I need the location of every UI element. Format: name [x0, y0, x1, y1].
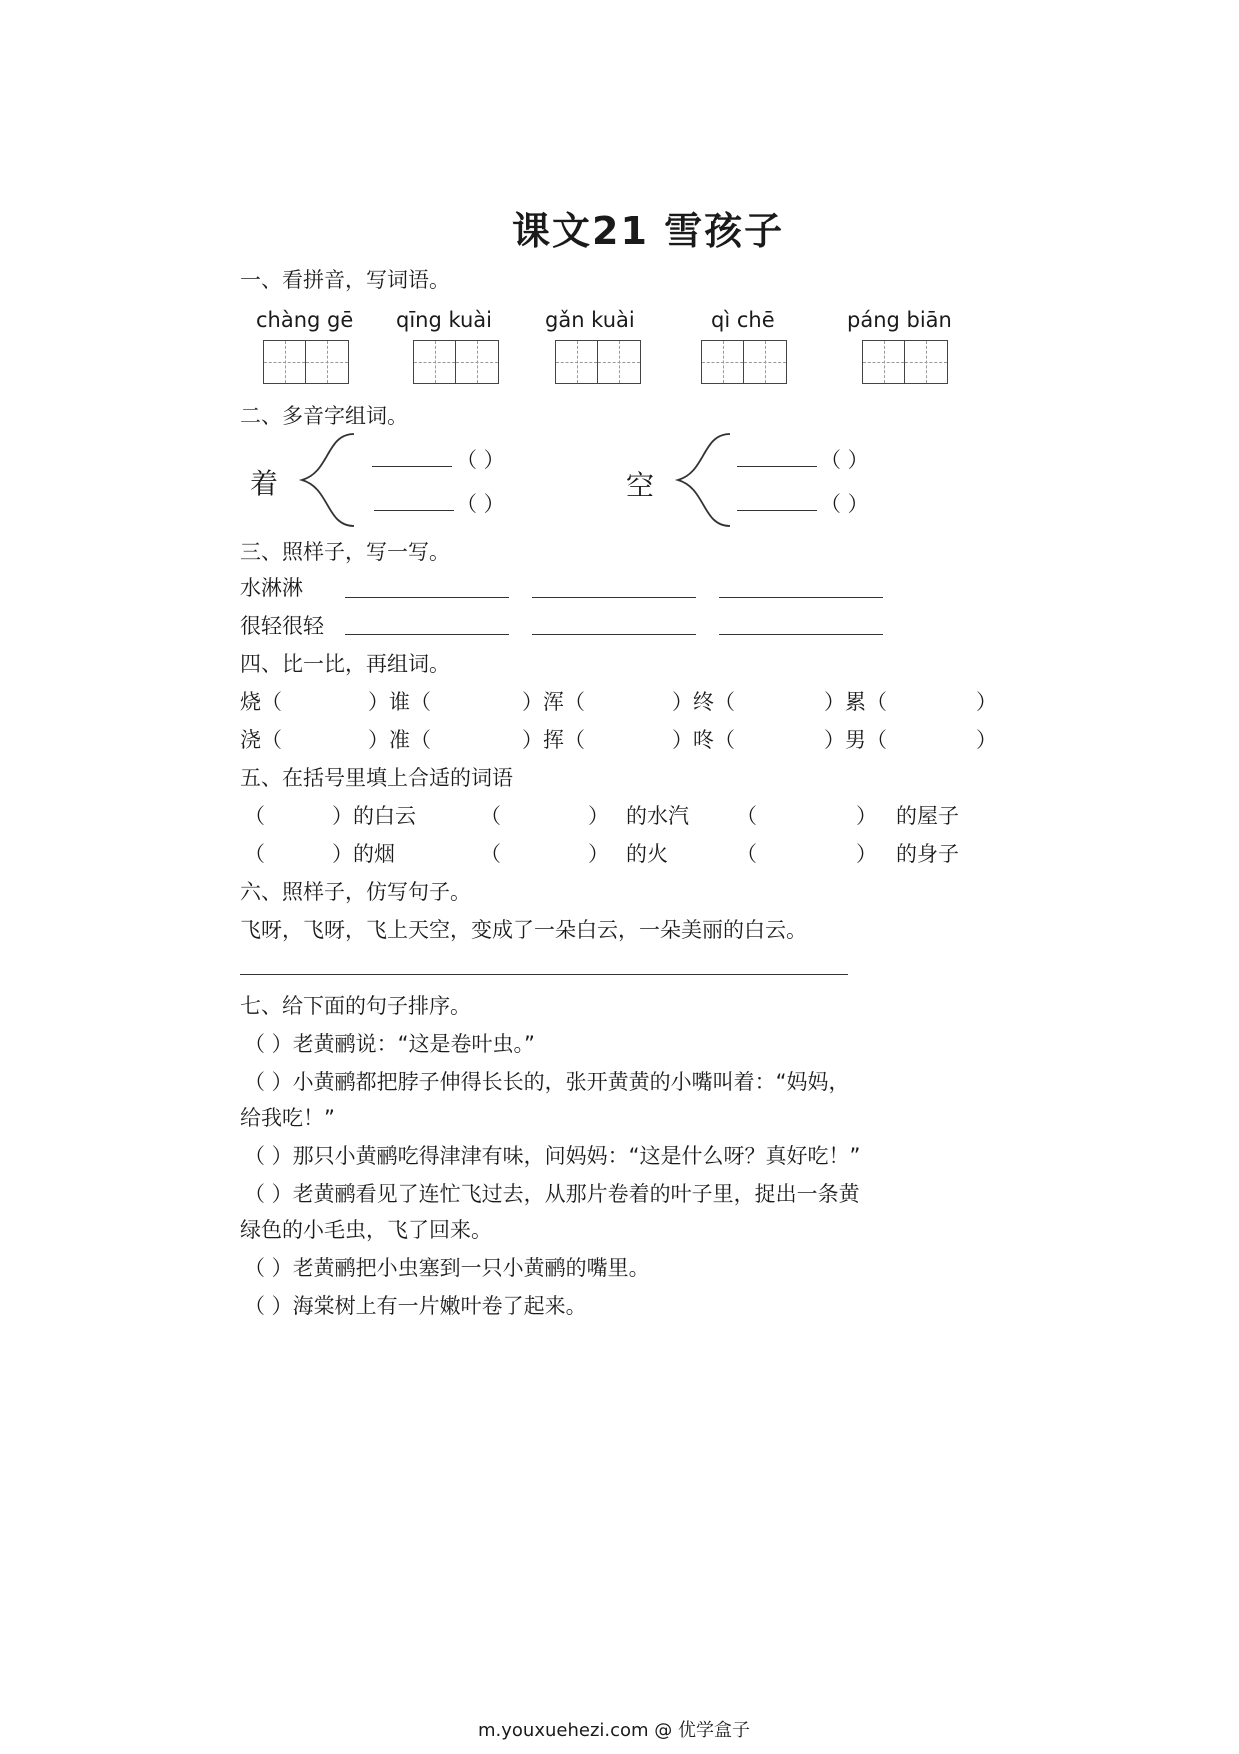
polyphone-blank-2a[interactable] — [737, 466, 817, 467]
fill-item: ） — [588, 842, 609, 866]
grid-cell[interactable] — [744, 341, 786, 383]
section-7-heading: 七、给下面的句子排序。 — [240, 994, 471, 1018]
section-2-heading: 二、多音字组词。 — [240, 404, 408, 428]
order-sentence: （ ）小黄鹂都把脖子伸得长长的，张开黄黄的小嘴叫着：“妈妈， — [244, 1070, 850, 1094]
writing-grid-3[interactable] — [555, 340, 641, 384]
section-4-heading: 四、比一比，再组词。 — [240, 652, 450, 676]
page-title: 课文21 雪孩子 — [512, 209, 785, 253]
compare-item: ）浑（ — [522, 690, 585, 714]
grid-cell[interactable] — [556, 341, 598, 383]
fill-item: （ — [480, 804, 501, 828]
grid-cell[interactable] — [863, 341, 905, 383]
polyphone-paren-2b[interactable]: （ ） — [820, 492, 869, 516]
polyphone-paren-1b[interactable]: （ ） — [456, 492, 505, 516]
pattern-blank[interactable] — [345, 634, 509, 635]
fill-item: 的屋子 — [896, 804, 959, 828]
fill-item: ）的烟 — [332, 842, 395, 866]
imitate-example: 飞呀，飞呀，飞上天空，变成了一朵白云，一朵美丽的白云。 — [240, 918, 807, 942]
pinyin-4: qì chē — [711, 308, 775, 332]
polyphone-blank-2b[interactable] — [737, 510, 817, 511]
section-3-heading: 三、照样子，写一写。 — [240, 540, 450, 564]
imitate-answer-line[interactable] — [240, 974, 848, 975]
fill-item: ） — [856, 842, 877, 866]
order-sentence: （ ）那只小黄鹂吃得津津有味，问妈妈：“这是什么呀？真好吃！” — [244, 1144, 861, 1168]
pattern-blank[interactable] — [532, 634, 696, 635]
grid-cell[interactable] — [905, 341, 947, 383]
grid-cell[interactable] — [306, 341, 348, 383]
fill-item: （ — [480, 842, 501, 866]
pattern-example-1: 水淋淋 — [240, 576, 303, 600]
order-sentence: （ ）老黄鹂看见了连忙飞过去，从那片卷着的叶子里，捉出一条黄 — [244, 1182, 860, 1206]
grid-cell[interactable] — [598, 341, 640, 383]
compare-item: 浇（ — [240, 728, 282, 752]
compare-item: 烧（ — [240, 690, 282, 714]
grid-cell[interactable] — [702, 341, 744, 383]
polyphone-paren-1a[interactable]: （ ） — [456, 448, 505, 472]
pinyin-2: qīng kuài — [396, 308, 493, 332]
compare-item: ）累（ — [824, 690, 887, 714]
polyphone-char-2: 空 — [626, 469, 655, 502]
pattern-blank[interactable] — [719, 634, 883, 635]
pinyin-3: gǎn kuài — [545, 308, 635, 332]
order-sentence: （ ）老黄鹂说：“这是卷叶虫。” — [244, 1032, 535, 1056]
compare-item: ）咚（ — [672, 728, 735, 752]
grid-cell[interactable] — [264, 341, 306, 383]
grid-cell[interactable] — [414, 341, 456, 383]
order-sentence-cont: 给我吃！” — [240, 1106, 335, 1130]
compare-item: ）挥（ — [522, 728, 585, 752]
pattern-example-2: 很轻很轻 — [240, 614, 324, 638]
fill-item: ）的白云 — [332, 804, 416, 828]
polyphone-blank-1b[interactable] — [374, 510, 454, 511]
compare-item: ）男（ — [824, 728, 887, 752]
writing-grid-4[interactable] — [701, 340, 787, 384]
pinyin-1: chàng gē — [256, 308, 354, 332]
section-1-heading: 一、看拼音，写词语。 — [240, 268, 450, 292]
writing-grid-1[interactable] — [263, 340, 349, 384]
fill-item: ） — [856, 804, 877, 828]
fill-item: 的身子 — [896, 842, 959, 866]
polyphone-char-1: 着 — [250, 467, 279, 500]
fill-item: （ — [244, 842, 265, 866]
order-sentence: （ ）老黄鹂把小虫塞到一只小黄鹂的嘴里。 — [244, 1256, 650, 1280]
fill-item: ） — [588, 804, 609, 828]
pattern-blank[interactable] — [719, 597, 883, 598]
fill-item: 的水汽 — [626, 804, 689, 828]
grid-cell[interactable] — [456, 341, 498, 383]
pattern-blank[interactable] — [532, 597, 696, 598]
section-5-heading: 五、在括号里填上合适的词语 — [240, 766, 513, 790]
order-sentence-cont: 绿色的小毛虫，飞了回来。 — [240, 1218, 492, 1242]
compare-item: ） — [976, 728, 997, 752]
fill-item: （ — [244, 804, 265, 828]
writing-grid-2[interactable] — [413, 340, 499, 384]
fill-item: （ — [736, 842, 757, 866]
compare-item: ）准（ — [368, 728, 431, 752]
pinyin-5: páng biān — [847, 308, 952, 332]
compare-item: ） — [976, 690, 997, 714]
polyphone-paren-2a[interactable]: （ ） — [820, 448, 869, 472]
fill-item: （ — [736, 804, 757, 828]
section-6-heading: 六、照样子，仿写句子。 — [240, 880, 471, 904]
polyphone-blank-1a[interactable] — [372, 466, 452, 467]
compare-item: ）谁（ — [368, 690, 431, 714]
compare-item: ）终（ — [672, 690, 735, 714]
brace-2 — [672, 432, 732, 528]
order-sentence: （ ）海棠树上有一片嫩叶卷了起来。 — [244, 1294, 587, 1318]
fill-item: 的火 — [626, 842, 668, 866]
writing-grid-5[interactable] — [862, 340, 948, 384]
footer-watermark: m.youxuehezi.com @ 优学盒子 — [478, 1720, 751, 1741]
pattern-blank[interactable] — [345, 597, 509, 598]
brace-1 — [296, 432, 356, 528]
